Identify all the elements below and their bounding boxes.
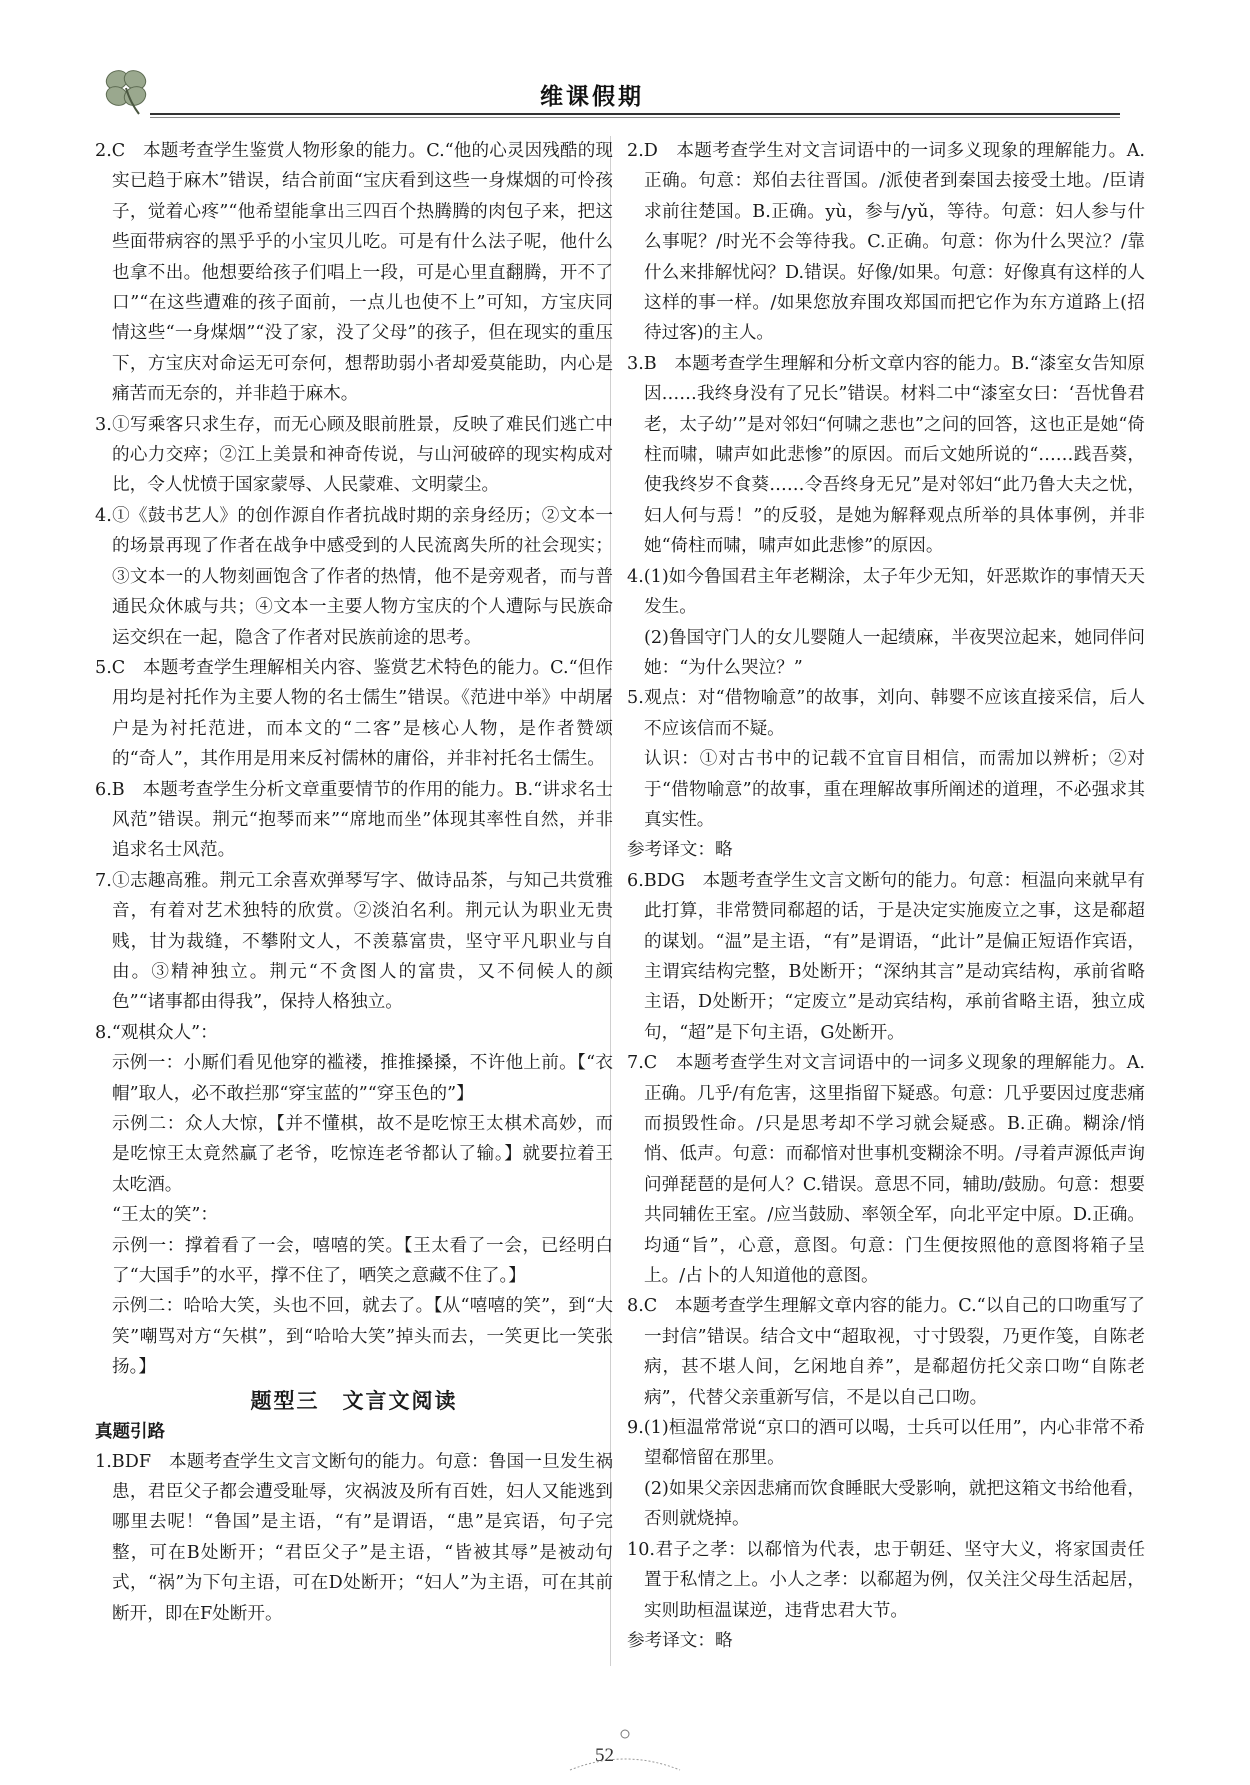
answer-item: 6.BDG 本题考查学生文言文断句的能力。句意：桓温向来就早有此打算，非常赞同郗超的话，于是决定实施废立之事，这是郗超的谋划。“温”是主语，“有”是谓语，“此计”是偏正短语作宾语，主谓宾结构完整，B处断开；“深纳其言”是动宾结构，承前省略主语，D处断开；“定废立”是动宾结构，承前省略主语，独立成句，“超”是下句主语，G处断开。 [627,870,1145,1043]
answer-item: 4.(1)如今鲁国君主年老糊涂，太子年少无知，奸恶欺诈的事情天天发生。 [627,566,1145,618]
left-column [95,136,613,1629]
answer-item: 3.①写乘客只求生存，而无心顾及眼前胜景，反映了难民们逃亡中的心力交瘁；②江上美景和神奇传说，与山河破碎的现实构成对比，令人忧愤于国家蒙辱、人民蒙难、文明蒙尘。 [95,414,613,496]
page-number-ornament [560,1728,690,1778]
answer-example: 示例二：哈哈大笑，头也不回，就去了。【从“嘻嘻的笑”，到“大笑”嘲骂对方“矢棋”，到“哈哈大笑”掉头而去，一笑更比一笑张扬。】 [112,1296,613,1378]
right-column [627,136,1145,1656]
answer-item: 3.B 本题考查学生理解和分析文章内容的能力。B.“漆室女告知原因……我终身没有了兄长”错误。材料二中“漆室女曰：‘吾忧鲁君老，太子幼’”是对邻妇“何啸之悲也”之问的回答，这也正是她“倚柱而啸，啸声如此悲惨”的原因。而后文她所说的“……践吾葵，使我终岁不食葵……令吾终身无兄”是对邻妇“此乃鲁大夫之忧，妇人何与焉！”的反驳，是她为解释观点所举的具体事例，并非她“倚柱而啸，啸声如此悲惨”的原因。 [627,353,1145,557]
reference-translation: 参考译文：略 [627,1630,733,1651]
header-rule [150,113,1120,115]
answer-item: 4.①《鼓书艺人》的创作源自作者抗战时期的亲身经历；②文本一的场景再现了作者在战争中感受到的人民流离失所的社会现实；③文本一的人物刻画饱含了作者的热情，他不是旁观者，而与普通民众休戚与共；④文本一主要人物方宝庆的个人遭际与民族命运交织在一起，隐含了作者对民族前途的思考。 [95,505,613,648]
answer-item: 5.观点：对“借物喻意”的故事，刘向、韩婴不应该直接采信，后人不应该信而不疑。 [627,688,1145,739]
section-title: 题型三 文言文阅读 [250,1388,458,1413]
subsection-title: 真题引路 [95,1421,165,1442]
page-number: 52 [595,1745,614,1766]
answer-item: 1.BDF 本题考查学生文言文断句的能力。句意：鲁国一旦发生祸患，君臣父子都会遭受耻辱，灾祸波及所有百姓，妇人又能逃到哪里去呢！“鲁国”是主语，“有”是谓语，“患”是宾语，句子完整，可在B处断开；“君臣父子”是主语，“皆被其辱”是被动句式，“祸”为下句主语，可在D处断开；“妇人”为主语，可在其前断开，即在F处断开。 [95,1451,613,1624]
answer-subitem: (2)鲁国守门人的女儿婴随人一起绩麻，半夜哭泣起来，她同伴问她：“为什么哭泣？” [644,627,1145,678]
answer-item: 2.D 本题考查学生对文言词语中的一词多义现象的理解能力。A.正确。句意：郑伯去往晋国。/派使者到秦国去接受土地。/臣请求前往楚国。B.正确。yù，参与/yǔ，等待。句意：妇人参与什么事呢？/时光不会等待我。C.正确。句意：你为什么哭泣？/靠什么来排解忧闷？D.错误。好像/如果。句意：好像真有这样的人这样的事一样。/如果您放弃围攻郑国而把它作为东方道路上(招待过客)的主人。 [627,141,1145,344]
page-header [0,0,1250,120]
answer-example: 示例二：众人大惊，【并不懂棋，故不是吃惊王太棋术高妙，而是吃惊王太竟然赢了老爷，吃惊连老爷都认了输。】就要拉着王太吃酒。 [112,1114,613,1195]
answer-item-title: “王太的笑”： [112,1205,218,1226]
header-title: 维课假期 [540,84,644,110]
answer-item: 6.B 本题考查学生分析文章重要情节的作用的能力。B.“讲求名士风范”错误。荆元“抱琴而来”“席地而坐”体现其率性自然，并非追求名士风范。 [95,779,613,861]
answer-item: 2.C 本题考查学生鉴赏人物形象的能力。C.“他的心灵因残酷的现实已趋于麻木”错误，结合前面“宝庆看到这些一身煤烟的可怜孩子，觉着心疼”“他希望能拿出三四百个热腾腾的肉包子来，把这些面带病容的黑乎乎的小宝贝儿吃。可是有什么法子呢，他什么也拿不出。他想要给孩子们唱上一段，可是心里直翻腾，开不了口”“在这些遭难的孩子面前，一点儿也使不上”可知，方宝庆同情这些“一身煤烟”“没了家，没了父母”的孩子，但在现实的重压下，方宝庆对命运无可奈何，想帮助弱小者却爱莫能助，内心是痛苦而无奈的，并非趋于麻木。 [95,141,613,405]
header-rule-thin [150,117,1120,118]
answer-example: 示例一：小厮们看见他穿的褴褛，推推搡搡，不许他上前。【“衣帽”取人，必不敢拦那“穿宝蓝的”“穿玉色的”】 [112,1053,613,1104]
answer-item: 7.①志趣高雅。荆元工余喜欢弹琴写字、做诗品茶，与知己共赏雅音，有着对艺术独特的欣赏。②淡泊名利。荆元认为职业无贵贱，甘为裁缝，不攀附文人，不羡慕富贵，坚守平凡职业与自由。③精神独立。荆元“不贪图人的富贵，又不伺候人的颜色”“诸事都由得我”，保持人格独立。 [95,870,613,1013]
reference-translation: 参考译文：略 [627,840,733,861]
answer-example: 示例一：撑着看了一会，嘻嘻的笑。【王太看了一会，已经明白了“大国手”的水平，撑不住了，哂笑之意藏不住了。】 [112,1235,613,1287]
answer-item-title: 8.“观棋众人”： [95,1022,218,1043]
answer-item: 10.君子之孝：以郗愔为代表，忠于朝廷、坚守大义，将家国责任置于私情之上。小人之孝：以郗超为例，仅关注父母生活起居，实则助桓温谋逆，违背忠君大节。 [627,1539,1145,1621]
answer-item: 8.C 本题考查学生理解文章内容的能力。C.“以自己的口吻重写了一封信”错误。结合文中“超取视，寸寸毁裂，乃更作笺，自陈老病，甚不堪人间，乞闲地自养”，是郗超仿托父亲口吻“自陈老病”，代替父亲重新写信，不是以自己口吻。 [627,1296,1145,1408]
answer-item: 7.C 本题考查学生对文言词语中的一词多义现象的理解能力。A.正确。几乎/有危害，这里指留下疑惑。句意：几乎要因过度悲痛而损毁性命。/只是思考却不学习就会疑惑。B.正确。糊涂/悄悄、低声。句意：而郗愔对世事机变糊涂不明。/寻着声源低声询问弹琵琶的是何人？C.错误。意思不同，辅助/鼓励。句意：想要共同辅佐王室。/应当鼓励、率领全军，向北平定中原。D.正确。均通“旨”，心意，意图。句意：门生便按照他的意图将箱子呈上。/占卜的人知道他的意图。 [627,1053,1145,1287]
answer-item: 9.(1)桓温常常说“京口的酒可以喝，士兵可以任用”，内心非常不希望郗愔留在那里。 [627,1418,1145,1469]
answer-subitem: 认识：①对古书中的记载不宜盲目相信，而需加以辨析；②对于“借物喻意”的故事，重在理解故事所阐述的道理，不必强求其真实性。 [644,749,1145,830]
answer-item: 5.C 本题考查学生理解相关内容、鉴赏艺术特色的能力。C.“但作用均是衬托作为主要人物的名士儒生”错误。《范进中举》中胡屠户是为衬托范进，而本文的“二客”是核心人物，是作者赞颂的“奇人”，其作用是用来反衬儒林的庸俗，并非衬托名士儒生。 [95,657,613,770]
answer-subitem: (2)如果父亲因悲痛而饮食睡眠大受影响，就把这箱文书给他看，否则就烧掉。 [644,1478,1145,1530]
clover-icon [95,60,155,116]
